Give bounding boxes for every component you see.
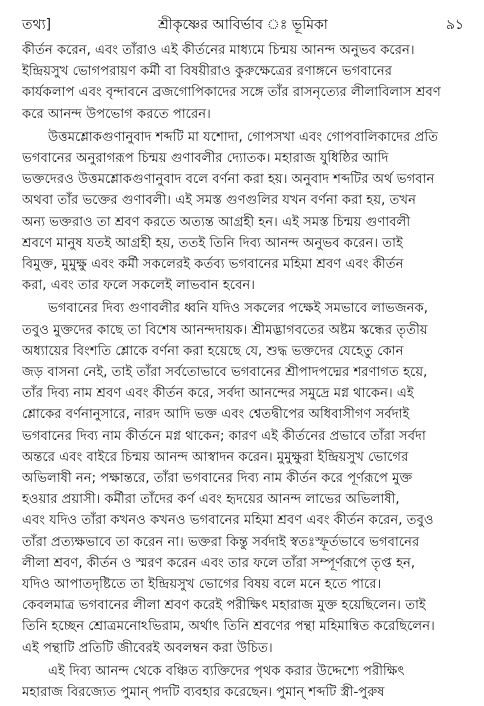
- text-line: ভগবানের দিব্য গুণাবলীর ধ্বনি যদিও সকলের পক্ষেই সমভাবে লাভজনক,: [48, 301, 428, 317]
- text-line: ভগবানের অনুরাগরূপ চিন্ময় গুণাবলীর দ্যোতক। মহারাজ যুধিষ্ঠির আদি: [22, 151, 389, 167]
- text-line: ভগবানের দিব্য নাম কীর্তনে মগ্ন থাকেন; কারণ এই কীর্তনের প্রভাবে তাঁরা সর্বদা: [22, 428, 426, 444]
- text-line: তিনি হচ্ছেন শ্রোত্রমনোঽভিরাম, অর্থাৎ তিনি শ্রবণের পন্থা মহিমান্বিত করেছিলেন।: [22, 619, 435, 635]
- text-line: শ্লোকের বর্ণনানুসারে, নারদ আদি ভক্ত এবং শ্বেতদ্বীপের অধিবাসীগণ সর্বদাই: [22, 407, 410, 423]
- running-title: শ্রীকৃষ্ণের আবির্ভাব ঃ ভূমিকা: [158, 17, 328, 33]
- text-line: ভক্তদেরও উত্তমশ্লোকগুণানুবাদ বলে বর্ণনা করা হয়। অনুবাদ শব্দটির অর্থ ভগবান: [22, 172, 435, 188]
- text-line: তবুও মুক্তদের কাছে তা বিশেষ আনন্দদায়ক। শ্রীমদ্ভাগবতের অষ্টম স্কন্ধের তৃতীয়: [22, 322, 428, 338]
- text-line: করে আনন্দ উপভোগ করতে পারেন।: [22, 106, 211, 122]
- page-number: ৯১: [445, 17, 464, 33]
- text-line: জড় বাসনা নেই, তাই তাঁরা সর্বতোভাবে ভগবানের শ্রীপাদপদ্মের শরণাগত হয়ে,: [22, 365, 428, 381]
- text-line: এই দিব্য আনন্দ থেকে বঞ্চিত ব্যক্তিদের পৃথক করার উদ্দেশ্যে পরীক্ষিৎ: [48, 663, 405, 679]
- text-line: করা, এবং তার ফলে সকলেই লাভবান হবেন।: [22, 278, 256, 294]
- text-line: মহারাজ বিরজ্যেত পুমান্ পদটি ব্যবহার করেছেন। পুমান্ শব্দটি স্ত্রী-পুরুষ: [22, 685, 385, 701]
- text-line: অথবা তাঁর ভক্তের গুণাবলী। এই সমস্ত গুণগুলির যখন বর্ণনা করা হয়, তখন: [22, 193, 416, 209]
- page-header: [22, 14, 464, 36]
- text-line: অন্য ভক্তরাও তা শ্রবণ করতে অত্যন্ত আগ্রহী হন। এই সমস্ত চিন্ময় গুণাবলী: [22, 214, 411, 230]
- section-label: তথ্য]: [22, 17, 52, 33]
- paragraph: [22, 661, 464, 703]
- body-text: [22, 40, 464, 703]
- text-line: শ্রবণে মানুষ যতই আগ্রহী হয়, ততই তিনি দিব্য আনন্দ অনুভব করেন। তাই: [22, 235, 403, 251]
- text-line: কার্যকলাপ এবং বৃন্দাবনে ব্রজগোপিকাদের সঙ্গে তাঁর রাসনৃত্যের লীলাবিলাস শ্রবণ: [22, 85, 441, 101]
- text-line: তাঁর দিব্য নাম শ্রবণ এবং কীর্তন করে, সর্বদা আনন্দের সমুদ্রে মগ্ন থাকেন। এই: [22, 386, 414, 402]
- text-line: যদিও আপাতদৃষ্টিতে তা ইন্দ্রিয়সুখ ভোগের বিষয় বলে মনে হতে পারে।: [22, 577, 382, 593]
- text-line: হওয়ার প্রয়াসী। কর্মীরা তাঁদের কর্ণ এবং হৃদয়ের আনন্দ লাভের অভিলাষী,: [22, 492, 400, 508]
- text-line: ইন্দ্রিয়সুখ ভোগপরায়ণ কর্মী বা বিষয়ীরাও কুরুক্ষেত্রের রণাঙ্গনে ভগবানের: [22, 64, 392, 80]
- text-line: অন্তরে এবং বাইরে চিন্ময় আনন্দ আস্বাদন করেন। মুমুক্ষুরা ইন্দ্রিয়সুখ ভোগের: [22, 449, 409, 465]
- text-line: কেবলমাত্র ভগবানের লীলা শ্রবণ করেই পরীক্ষিৎ মহারাজ মুক্ত হয়েছিলেন। তাই: [22, 598, 426, 614]
- text-line: লীলা শ্রবণ, কীর্তন ও স্মরণ করেন এবং তার ফলে তাঁরা সম্পূর্ণরূপে তৃপ্ত হন,: [22, 555, 416, 571]
- paragraph: [22, 298, 464, 658]
- text-line: বিমুক্ত, মুমুক্ষু এবং কর্মী সকলেরই কর্তব্য ভগবানের মহিমা শ্রবণ এবং কীর্তন: [22, 257, 404, 273]
- text-line: উত্তমশ্লোকগুণানুবাদ শব্দটি মা যশোদা, গোপসখা এবং গোপবালিকাদের প্রতি: [48, 129, 439, 145]
- text-line: এই পন্থাটি প্রতিটি জীবেরই অবলম্বন করা উচিত।: [22, 640, 273, 656]
- text-line: এবং যদিও তাঁরা কখনও কখনও ভগবানের মহিমা শ্রবণ এবং কীর্তন করেন, তবুও: [22, 513, 434, 529]
- text-line: তাঁরা প্রত্যক্ষভাবে তা করেন না। ভক্তরা কিন্তু সর্বদাই স্বতঃস্ফূর্তভাবে ভগবানের: [22, 534, 420, 550]
- paragraph: [22, 127, 464, 297]
- text-line: অধ্যায়ের বিংশতি শ্লোকে বর্ণনা করা হয়েছে যে, শুদ্ধ ভক্তদের যেহেতু কোন: [22, 343, 404, 359]
- paragraph: [22, 40, 464, 125]
- text-line: কীর্তন করেন, এবং তাঁরাও এই কীর্তনের মাধ্যমে চিন্ময় আনন্দ অনুভব করেন।: [22, 43, 415, 58]
- text-line: অভিলাষী নন; পক্ষান্তরে, তাঁরা ভগবানের দিব্য নাম কীর্তন করে পূর্ণরূপে মুক্ত: [22, 471, 413, 487]
